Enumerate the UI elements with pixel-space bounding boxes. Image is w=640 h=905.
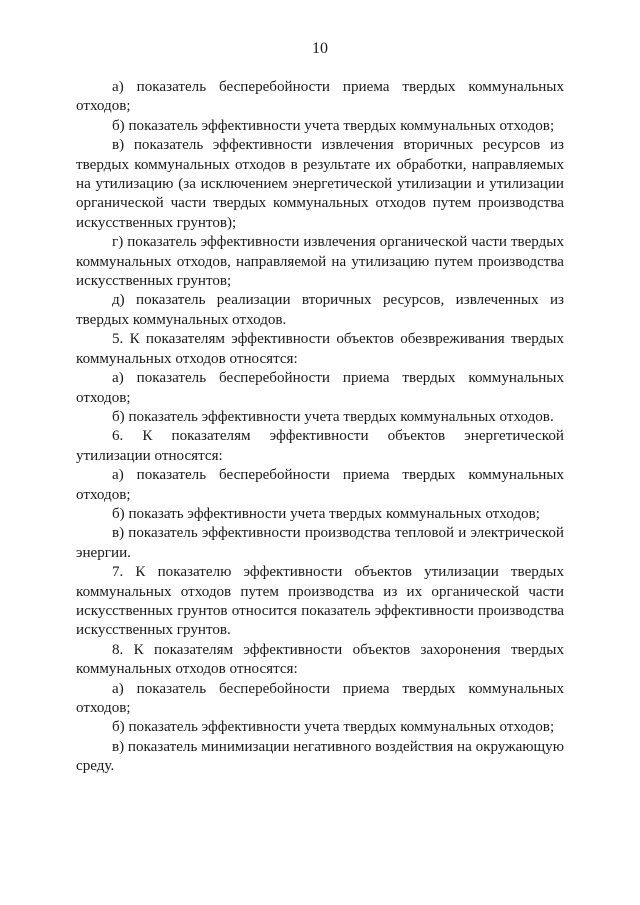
paragraph-8b-accounting-efficiency: б) показатель эффективности учета твердых коммунальных отходов; (112, 719, 555, 736)
paragraph-5-neutralization-heading: 5. К показателям эффективности объектов обезвреживания твердых коммунальных отходов относятся: (76, 331, 564, 367)
document-body (76, 78, 564, 777)
paragraph-5a-uninterrupted-reception: а) показатель бесперебойности приема твердых коммунальных отходов; (76, 370, 564, 406)
paragraph-4b-accounting-efficiency: б) показатель эффективности учета твердых коммунальных отходов; (112, 117, 555, 134)
paragraph-8-burial-heading: 8. К показателям эффективности объектов захоронения твердых коммунальных отходов относятся: (76, 641, 564, 678)
paragraph-5b-accounting-efficiency: б) показатель эффективности учета твердых коммунальных отходов. (112, 408, 554, 425)
page-number: 10 (312, 40, 328, 57)
paragraph-6-energy-utilization-heading: 6. К показателям эффективности объектов энергетической утилизации относятся: (76, 428, 564, 464)
paragraph-6v-energy-production: в) показатель эффективности производства тепловой и электрической энергии. (76, 525, 564, 561)
paragraph-7-organic-utilization: 7. К показателю эффективности объектов утилизации твердых коммунальных отходов путем производства из их органической части искусственных грунтов относится показатель эффективности производства искусственных грунтов. (76, 564, 564, 639)
paragraph-8a-uninterrupted-reception: а) показатель бесперебойности приема твердых коммунальных отходов; (76, 680, 564, 716)
paragraph-4a-uninterrupted-reception: а) показатель бесперебойности приема твердых коммунальных отходов; (76, 79, 564, 115)
paragraph-6a-uninterrupted-reception: а) показатель бесперебойности приема твердых коммунальных отходов; (76, 467, 564, 503)
paragraph-6b-accounting-efficiency: б) показать эффективности учета твердых коммунальных отходов; (112, 505, 540, 522)
paragraph-4g-organic-part-extraction: г) показатель эффективности извлечения органической части твердых коммунальных отходов, направляемой на утилизацию путем производства искусственных грунтов; (76, 234, 564, 290)
paragraph-8v-environmental-impact: в) показатель минимизации негативного воздействия на окружающую среду. (76, 738, 564, 775)
paragraph-4d-secondary-resources-sale: д) показатель реализации вторичных ресурсов, извлеченных из твердых коммунальных отходов. (76, 292, 564, 328)
paragraph-4v-secondary-resources-extraction: в) показатель эффективности извлечения вторичных ресурсов из твердых коммунальных отходов в результате их обработки, направляемых на утилизацию (за исключением энергетической утилизации и утилизации органической части твердых коммунальных отходов путем производства искусственных грунтов); (76, 137, 564, 231)
